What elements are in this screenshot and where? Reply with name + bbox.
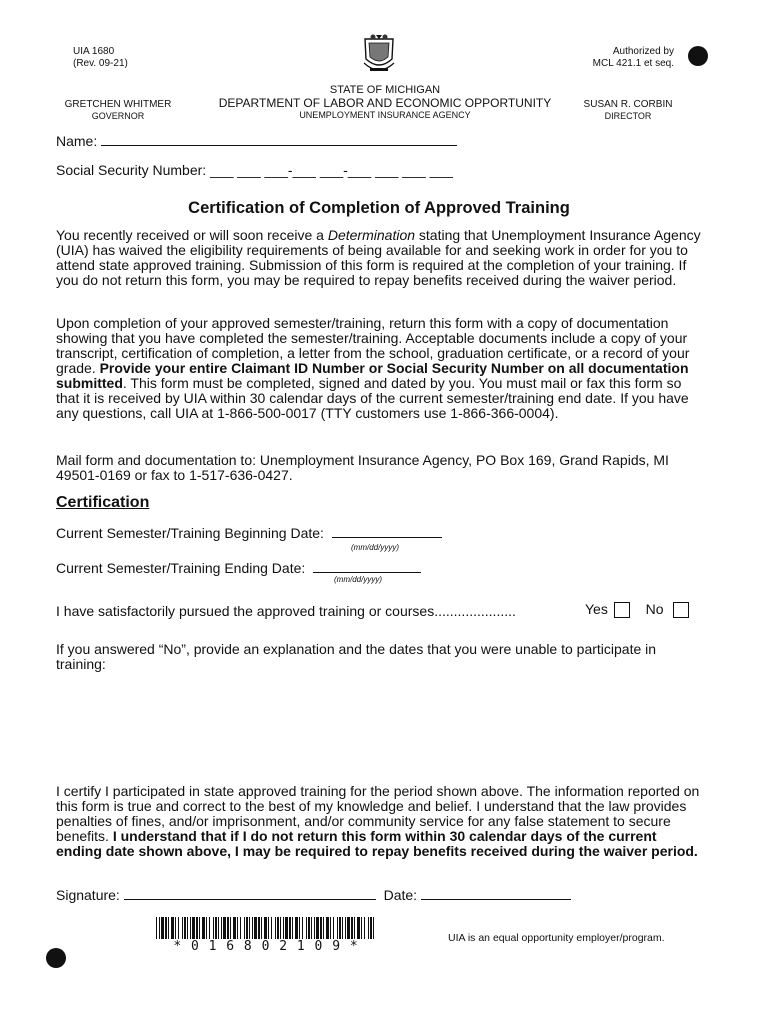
date-field[interactable] xyxy=(421,887,571,900)
mail-paragraph: Mail form and documentation to: Unemployment Insurance Agency, PO Box 169, Grand Rapids, MI 49501-0169 or fax to 1-517-636-0427. xyxy=(56,452,669,483)
director-block xyxy=(578,99,678,122)
director-title: DIRECTOR xyxy=(604,111,652,121)
state-seal-icon xyxy=(361,33,397,77)
instructions-paragraph xyxy=(56,316,702,421)
intro-text-end: stating that Unemployment Insurance Agency (UIA) has waived the eligibility requirements of being available for and seeking work in order for you to attend state approved training. Submission of this form is required at the completion of your training. If you do not return this form, you may be required to repay benefits received during the waiver period. xyxy=(56,227,701,288)
certify-text: I certify I participated in state approved training for the period shown above. The information reported on this form is true and correct to the best of my knowledge and belief. I understand that the law provides penalties of fines, and/or imprisonment, and/or community service for any false statement to secure benefits. xyxy=(56,783,700,844)
explanation-area[interactable] xyxy=(56,680,702,776)
beginning-date-row xyxy=(56,525,442,541)
pursued-question: I have satisfactorily pursued the approved training or courses..................... xyxy=(56,603,516,619)
ssn-label: Social Security Number: xyxy=(56,162,207,178)
ssn-field[interactable]: ___ ___ ___-___ ___-___ ___ ___ ___ xyxy=(210,162,453,178)
form-id: UIA 1680 xyxy=(73,46,115,57)
instructions-text-start: Upon completion of your approved semester/training, return this form with a copy of documentation showing that you have completed the semester/training. Acceptable documents include a copy of your transcript, certification of completion, a letter from the school, graduation certificate, or a record of your grade. xyxy=(56,315,690,376)
certify-bold-text: I understand that if I do not return this form within 30 calendar days of the current ending date shown above, I may be required to repay benefits received during the waiver period. xyxy=(56,828,698,859)
date-label: Date: xyxy=(383,887,418,903)
explanation-prompt: If you answered “No”, provide an explanation and the dates that you were unable to participate in training: xyxy=(56,641,657,672)
ending-date-field[interactable] xyxy=(313,560,421,573)
no-label: No xyxy=(645,601,664,617)
instructions-text-end: . This form must be completed, signed and dated by you. You must mail or fax this form so that it is received by UIA within 30 calendar days of the current semester/training end date. If you have any questions, call UIA at 1-866-500-0017 (TTY customers use 1-866-366-0004). xyxy=(56,375,689,421)
registration-mark-bottom xyxy=(46,948,66,968)
yes-checkbox[interactable] xyxy=(614,602,630,618)
state-name: STATE OF MICHIGAN xyxy=(329,84,441,96)
agency-name: UNEMPLOYMENT INSURANCE AGENCY xyxy=(299,110,471,120)
authorized-by: Authorized by xyxy=(612,46,674,57)
director-name: SUSAN R. CORBIN xyxy=(583,99,673,110)
determination-term: Determination xyxy=(327,227,416,243)
equal-opportunity-statement: UIA is an equal opportunity employer/program. xyxy=(448,932,665,944)
form-title: Certification of Completion of Approved Training xyxy=(188,199,570,217)
signature-row xyxy=(56,887,571,903)
intro-paragraph xyxy=(56,228,702,288)
instructions-bold-text: Provide your entire Claimant ID Number or Social Security Number on all documentation submitted xyxy=(56,360,689,391)
certify-paragraph xyxy=(56,784,702,859)
ssn-row xyxy=(56,162,453,178)
ending-date-label: Current Semester/Training Ending Date: xyxy=(56,560,306,576)
governor-title: GOVERNOR xyxy=(91,111,145,121)
intro-text-start: You recently received or will soon receive a xyxy=(56,227,328,243)
barcode-text: * 0 1 6 8 0 2 1 0 9 * xyxy=(173,939,359,954)
barcode-icon xyxy=(156,917,376,939)
authority-citation: MCL 421.1 et seq. xyxy=(592,58,674,69)
form-revision: (Rev. 09-21) xyxy=(73,58,128,69)
authority-block xyxy=(593,46,674,70)
beginning-date-label: Current Semester/Training Beginning Date: xyxy=(56,525,324,541)
certification-heading: Certification xyxy=(56,494,150,511)
department-name: DEPARTMENT OF LABOR AND ECONOMIC OPPORTUNITY xyxy=(218,96,552,110)
name-row xyxy=(56,131,476,149)
name-label: Name: xyxy=(56,133,98,149)
form-id-block xyxy=(73,46,128,70)
beginning-date-format: (mm/dd/yyyy) xyxy=(351,543,399,552)
name-field[interactable] xyxy=(101,131,457,146)
registration-mark-top xyxy=(688,46,708,66)
yes-label: Yes xyxy=(585,601,608,617)
governor-block xyxy=(60,99,176,122)
ending-date-row xyxy=(56,560,421,576)
signature-field[interactable] xyxy=(124,887,376,900)
ending-date-format: (mm/dd/yyyy) xyxy=(334,575,382,584)
no-checkbox[interactable] xyxy=(673,602,689,618)
governor-name: GRETCHEN WHITMER xyxy=(64,99,172,110)
signature-label: Signature: xyxy=(56,887,120,903)
department-heading xyxy=(200,84,570,121)
beginning-date-field[interactable] xyxy=(332,525,442,538)
yes-no-options xyxy=(585,601,689,618)
